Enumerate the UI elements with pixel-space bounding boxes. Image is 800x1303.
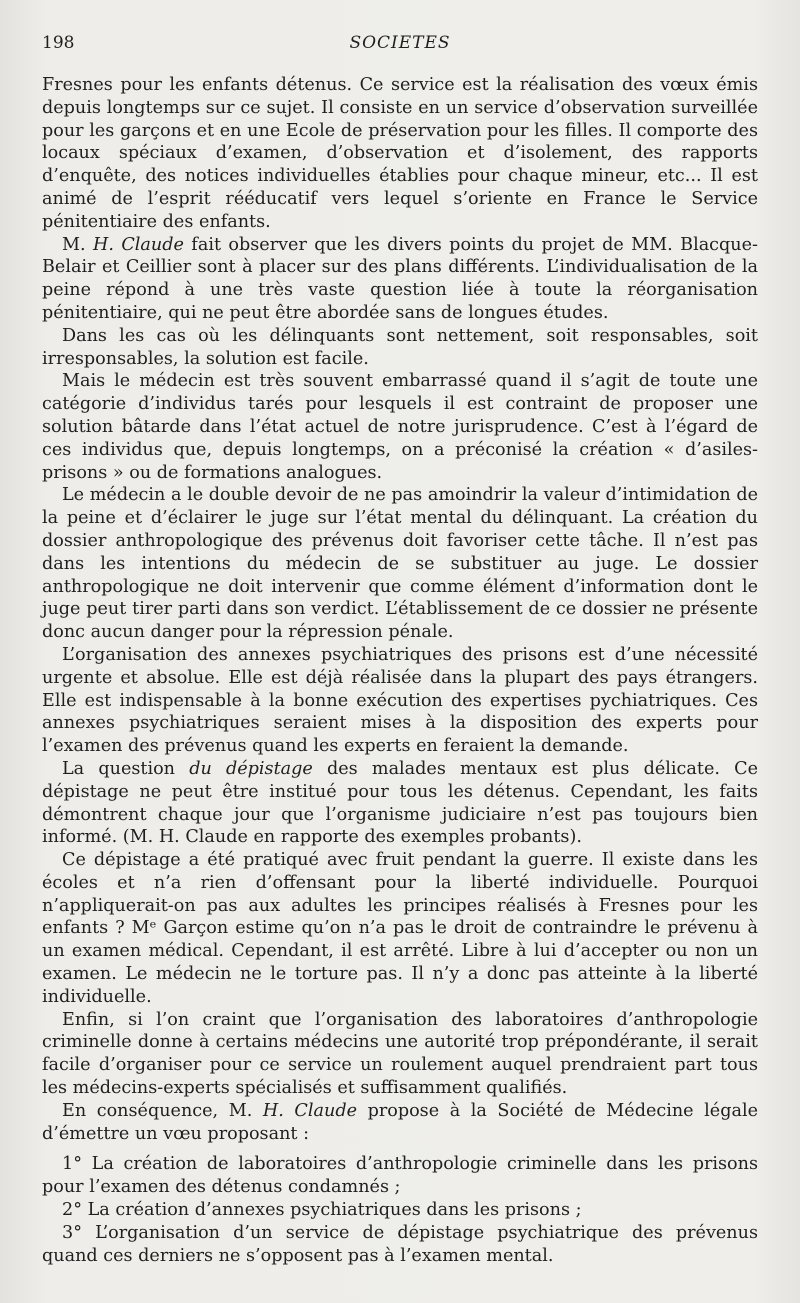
paragraph-lead: La question [62,758,190,779]
paragraph: Le médecin a le double devoir de ne pas amoindrir la valeur d’intimidation de la peine et d’éclairer le juge sur l’état mental du délinquant. La création du dossier anthropologique des prévenus doit favoriser cette tâche. Il n’est pas dans les intentions du médecin de se substituer au juge. Le dossier anthropologique ne doit intervenir que comme élément d’information dont le juge peut tirer parti dans son verdict. L’établissement de ce dossier ne présente donc aucun danger pour la répression pénale. [42,485,758,643]
speaker-name: H. Claude [93,234,184,255]
paragraph: Ce dépistage a été pratiqué avec fruit pendant la guerre. Il existe dans les écoles et n’a rien d’offensant pour la liberté individuelle. Pourquoi n’appliquerait-on pas aux adultes les principes réalisés à Fresnes pour les enfants ? Mᵉ Garçon estime qu’on n’a pas le droit de contraindre le prévenu à un examen médical. Cependant, il est arrêté. Libre à lui d’accepter ou non un examen. Le médecin ne le torture pas. Il n’y a donc pas atteinte à la liberté individuelle. [42,850,758,1007]
paragraph-body: fait observer que les divers points du projet de MM. Blacque-Belair et Ceillier sont à placer sur des plans différents. L’individualisation de la peine répond à une très vaste question liée à toute la réorganisation pénitentiaire, qui ne peut être abordée sans de longues études. [42,234,758,323]
list-item: 2° La création d’annexes psychiatriques dans les prisons ; [62,1200,582,1221]
list-item: 3° L’organisation d’un service de dépistage psychiatrique des prévenus quand ces derniers ne s’opposent pas à l’examen mental. [42,1222,758,1266]
page-header [42,30,758,58]
paragraph-body: des malades mentaux est plus délicate. Ce dépistage ne peut être institué pour tous les détenus. Cependant, les faits démontrent chaque jour que l’organisme judiciaire n’est pas toujours bien informé. (M. H. Claude en rapporte des exemples probants). [42,758,759,848]
paragraph: Enfin, si l’on craint que l’organisation des laboratoires d’anthropologie criminelle donne à certains médecins une autorité trop prépondérante, il serait facile d’organiser pour ce service un roulement auquel prendraient part tous les médecins-experts spécialisés et suffisamment qualifiés. [42,1009,758,1099]
speaker-name: H. Claude [262,1100,357,1121]
paragraph [42,1100,758,1146]
paragraph-lead: M. [62,234,93,255]
paragraph [42,234,758,325]
list-item: 1° La création de laboratoires d’anthropologie criminelle dans les prisons pour l’examen des détenus condamnés ; [42,1154,758,1198]
body-text [42,74,758,1267]
paragraph-body: propose à la Société de Médecine légale d’émettre un vœu proposant : [42,1100,758,1144]
paragraph: Dans les cas où les délinquants sont nettement, soit responsables, soit irresponsables, la solution est facile. [42,325,758,369]
paragraph: L’organisation des annexes psychiatriques des prisons est d’une nécessité urgente et absolue. Elle est déjà réalisée dans la plupart des pays étrangers. Elle est indispensable à la bonne exécution des expertises pychiatriques. Ces annexes psychiatriques seraient mises à la disposition des experts pour l’examen des prévenus quand les experts en feraient la demande. [42,644,758,757]
paragraph: Fresnes pour les enfants détenus. Ce service est la réalisation des vœux émis depuis longtemps sur ce sujet. Il consiste en un service d’observation surveillée pour les garçons et en une Ecole de préservation pour les filles. Il comporte des locaux spéciaux d’examen, d’observation et d’isolement, des rapports d’enquête, des notices individuelles établies pour chaque mineur, etc... Il est animé de l’esprit rééducatif vers lequel s’oriente en France le Service pénitentiaire des enfants. [42,75,758,232]
paragraph-lead: En conséquence, M. [62,1100,263,1121]
running-head: SOCIETES [349,33,451,53]
proposal-list [42,1153,758,1267]
page-number: 198 [42,33,75,53]
paragraph: Mais le médecin est très souvent embarrassé quand il s’agit de toute une catégorie d’individus tarés pour lesquels il est contraint de proposer une solution bâtarde dans l’état actuel de notre jurisprudence. C’est à l’égard de ces individus que, depuis longtemps, on a préconisé la création « d’asiles-prisons » ou de formations analogues. [42,371,758,483]
paragraph [42,758,758,849]
emphasis: du dépistage [189,758,313,779]
